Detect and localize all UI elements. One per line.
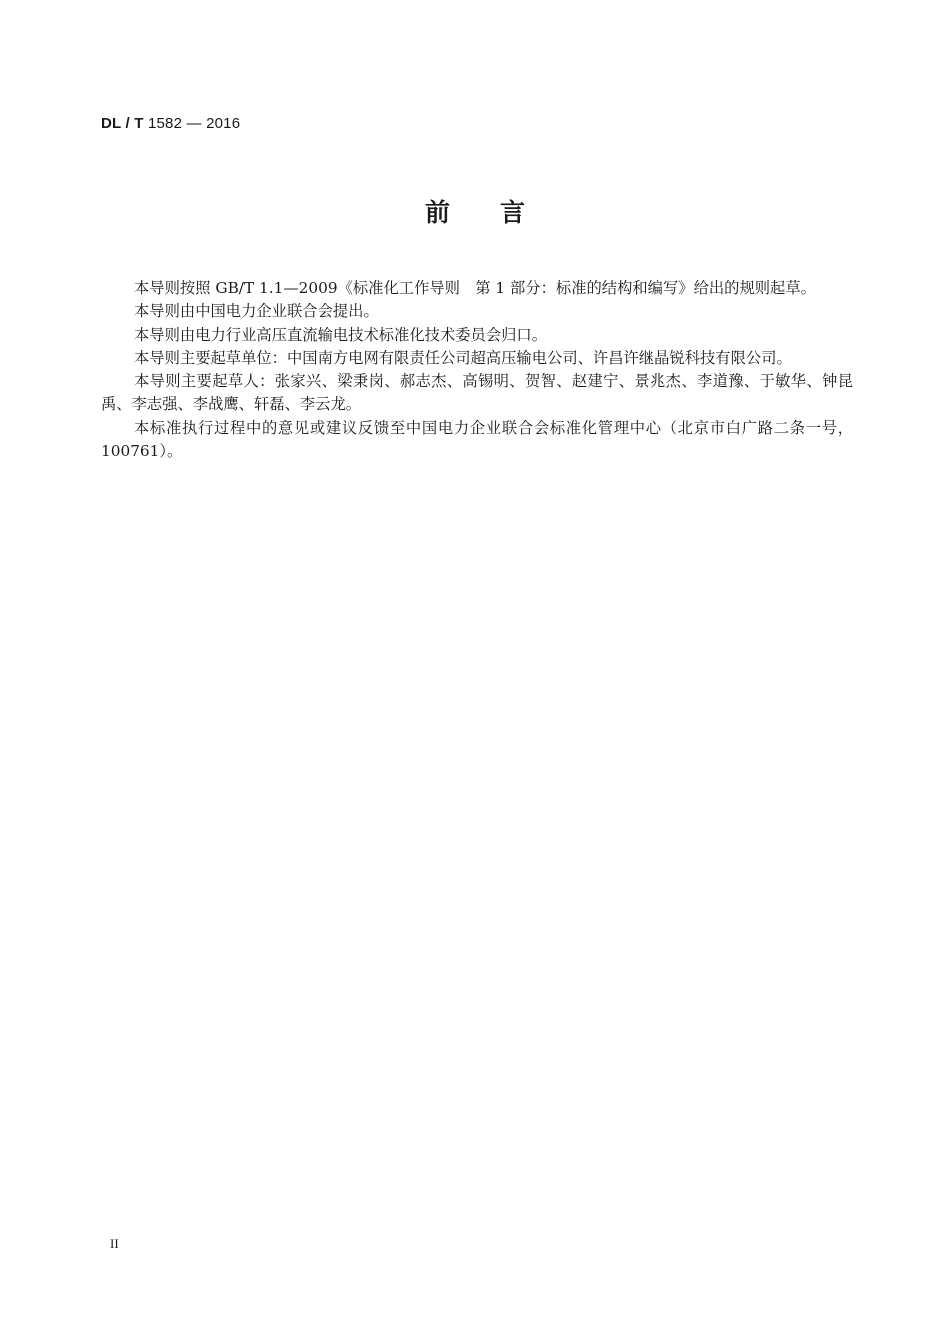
title-char-2: 言 <box>500 198 526 227</box>
paragraph-drafting-rules: 本导则按照 GB/T 1.1—2009《标准化工作导则 第 1 部分：标准的结构和编写》给出的规则起草。 <box>134 279 816 297</box>
standard-number: 1582 — 2016 <box>143 115 241 132</box>
paragraph-feedback: 本标准执行过程中的意见或建议反馈至中国电力企业联合会标准化管理中心（北京市白广路二条一号，100761）。 <box>101 418 853 461</box>
paragraph-drafters: 本导则主要起草人：张家兴、梁秉岗、郝志杰、高锡明、贺智、赵建宁、景兆杰、李道豫、于敏华、钟昆禹、李志强、李战鹰、轩磊、李云龙。 <box>101 372 853 414</box>
paragraph-proposer: 本导则由中国电力企业联合会提出。 <box>134 302 379 321</box>
standard-prefix: DL / T <box>101 115 144 132</box>
page-title <box>0 193 950 229</box>
page-number: II <box>110 1236 119 1251</box>
paragraph-drafting-units: 本导则主要起草单位：中国南方电网有限责任公司超高压输电公司、许昌许继晶锐科技有限公司。 <box>134 348 792 367</box>
paragraph-committee: 本导则由电力行业高压直流输电技术标准化技术委员会归口。 <box>134 325 548 344</box>
title-char-1: 前 <box>424 198 450 227</box>
preface-body <box>101 277 853 463</box>
standard-code <box>101 115 240 132</box>
